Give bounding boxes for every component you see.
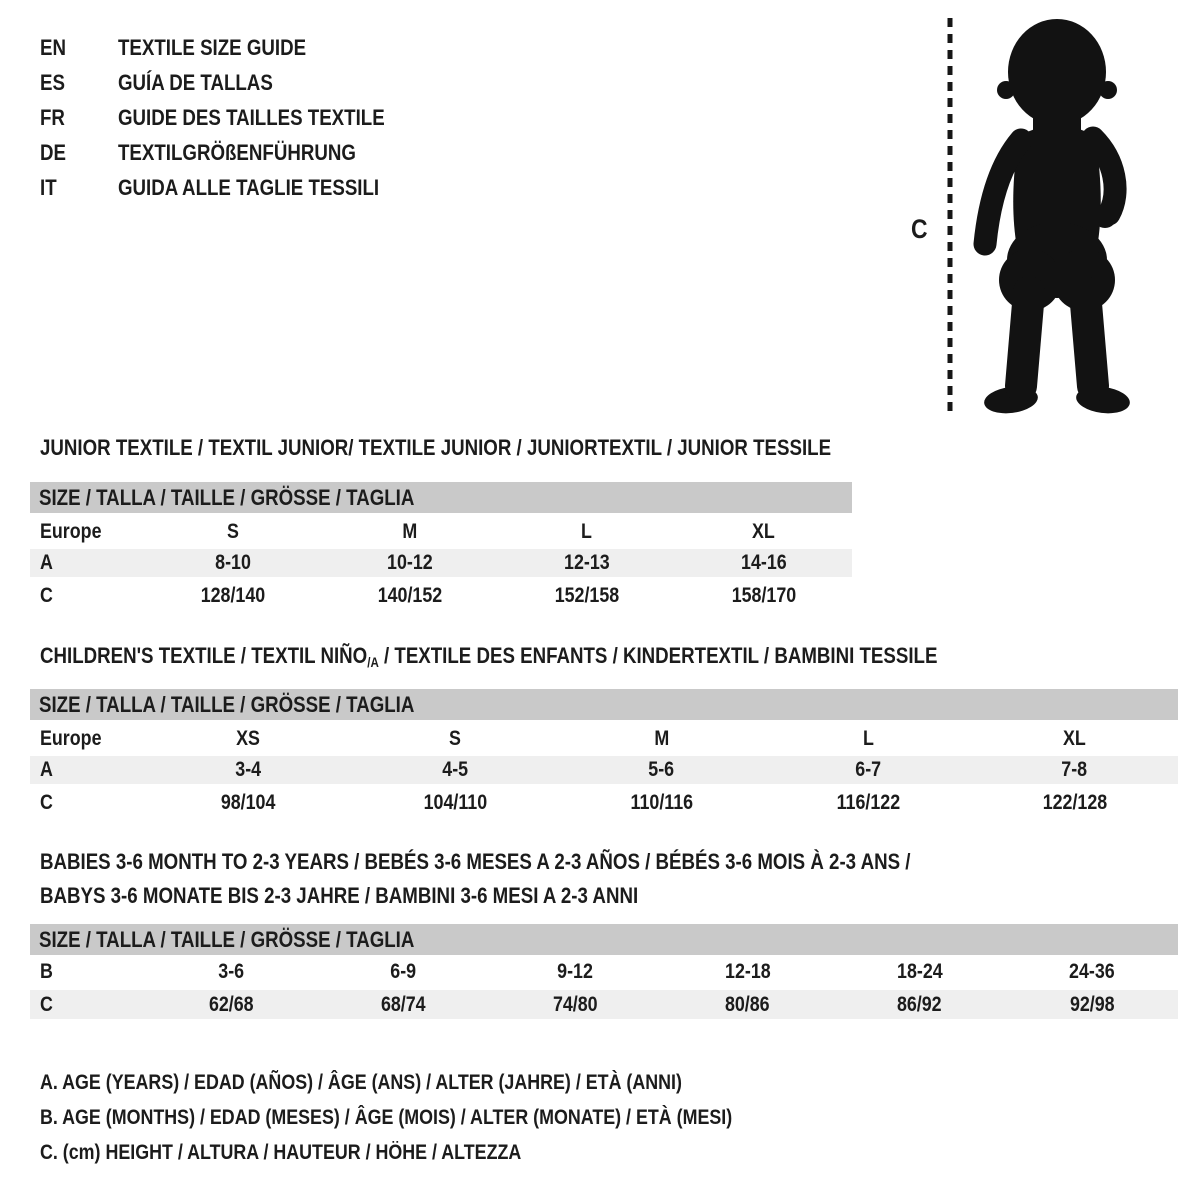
size-header-label: SIZE / TALLA / TAILLE / GRÖSSE / TAGLIA — [39, 926, 415, 952]
language-code: ES — [40, 69, 65, 95]
toddler-silhouette-icon — [968, 14, 1140, 419]
children-size-header-bar — [30, 689, 1178, 720]
size-header-label: SIZE / TALLA / TAILLE / GRÖSSE / TAGLIA — [39, 484, 415, 510]
junior-size-header-bar — [30, 482, 852, 513]
language-list — [40, 30, 432, 205]
language-title: GUIDA ALLE TAGLIE TESSILI — [118, 174, 380, 200]
value-cell: 3-4 — [235, 758, 262, 781]
children-header-row — [30, 724, 1178, 754]
value-cell: 104/110 — [423, 791, 487, 814]
babies-row-c — [30, 990, 1178, 1019]
children-section-title: CHILDREN'S TEXTILE / TEXTIL NIÑO/A / TEXTILE DES ENFANTS / KINDERTEXTIL / BAMBINI TESSILE — [40, 643, 938, 670]
value-cell: 7-8 — [1061, 758, 1088, 781]
language-item — [40, 30, 432, 65]
legend-line-c: C. (cm) HEIGHT / ALTURA / HAUTEUR / HÖHE / ALTEZZA — [40, 1141, 522, 1164]
height-dashed-line — [947, 18, 953, 418]
column-header-cell: M — [654, 727, 669, 750]
language-code: FR — [40, 104, 65, 130]
size-header-label: SIZE / TALLA / TAILLE / GRÖSSE / TAGLIA — [39, 691, 415, 717]
row-label-cell: C — [40, 791, 53, 814]
value-cell: 152/158 — [554, 584, 620, 607]
junior-section-title: JUNIOR TEXTILE / TEXTIL JUNIOR/ TEXTILE JUNIOR / JUNIORTEXTIL / JUNIOR TESSILE — [40, 435, 832, 460]
language-item — [40, 100, 432, 135]
value-cell: 68/74 — [380, 992, 426, 1016]
column-header-cell: XL — [1063, 727, 1087, 750]
language-title: GUIDE DES TAILLES TEXTILE — [118, 104, 385, 130]
language-code: IT — [40, 174, 57, 200]
value-cell: 6-9 — [390, 960, 417, 983]
babies-section-title-line2: BABYS 3-6 MONATE BIS 2-3 JAHRE / BAMBINI 3-6 MESI A 2-3 ANNI — [40, 883, 639, 908]
value-cell: 9-12 — [557, 960, 594, 983]
value-cell: 12-13 — [564, 551, 610, 574]
column-header-cell: S — [227, 520, 240, 543]
babies-size-header-bar — [30, 924, 1178, 955]
value-cell: 6-7 — [855, 758, 881, 781]
language-item — [40, 135, 432, 170]
value-cell: 12-18 — [724, 960, 771, 983]
legend-line-a: A. AGE (YEARS) / EDAD (AÑOS) / ÂGE (ANS) / ALTER (JAHRE) / ETÀ (ANNI) — [40, 1071, 682, 1094]
language-item — [40, 170, 432, 205]
children-row-a — [30, 756, 1178, 784]
value-cell: 10-12 — [387, 551, 433, 574]
value-cell: 14-16 — [740, 551, 787, 574]
value-cell: 80/86 — [725, 992, 770, 1016]
column-header-cell: XS — [236, 727, 261, 750]
value-cell: 86/92 — [897, 992, 943, 1016]
row-label-cell: C — [40, 584, 53, 607]
language-item — [40, 65, 432, 100]
value-cell: 18-24 — [896, 960, 943, 983]
value-cell: 62/68 — [208, 992, 254, 1016]
value-cell: 8-10 — [215, 551, 252, 574]
value-cell: 3-6 — [218, 960, 244, 983]
junior-header-row — [30, 517, 852, 547]
children-row-c — [30, 788, 1178, 818]
babies-section-title-line1: BABIES 3-6 MONTH TO 2-3 YEARS / BEBÉS 3-6 MESES A 2-3 AÑOS / BÉBÉS 3-6 MOIS À 2-3 ANS / — [40, 849, 911, 874]
language-title: TEXTILGRÖßENFÜHRUNG — [118, 139, 356, 165]
value-cell: 92/98 — [1069, 992, 1115, 1016]
value-cell: 140/152 — [377, 584, 443, 607]
value-cell: 122/128 — [1042, 791, 1107, 814]
value-cell: 74/80 — [553, 992, 598, 1016]
language-title: TEXTILE SIZE GUIDE — [118, 34, 307, 60]
column-header-cell: Europe — [40, 520, 102, 543]
column-header-cell: S — [448, 727, 461, 750]
column-header-cell: L — [581, 520, 593, 543]
language-code: EN — [40, 34, 66, 60]
column-header-cell: XL — [752, 520, 776, 543]
value-cell: 4-5 — [441, 758, 468, 781]
value-cell: 158/170 — [731, 584, 796, 607]
row-label-cell: A — [40, 758, 53, 781]
row-label-cell: A — [40, 551, 53, 574]
height-measure-label: C — [911, 214, 928, 244]
value-cell: 24-36 — [1069, 960, 1115, 983]
junior-row-c — [30, 581, 852, 611]
column-header-cell: M — [402, 520, 418, 543]
nino-a-subscript: /A — [367, 654, 379, 670]
value-cell: 110/116 — [630, 791, 693, 814]
junior-row-a — [30, 549, 852, 577]
column-header-cell: L — [862, 727, 874, 750]
legend-line-b: B. AGE (MONTHS) / EDAD (MESES) / ÂGE (MOIS) / ALTER (MONATE) / ETÀ (MESI) — [40, 1106, 733, 1129]
value-cell: 5-6 — [648, 758, 675, 781]
row-label-cell: C — [40, 992, 53, 1016]
language-title: GUÍA DE TALLAS — [118, 69, 273, 95]
value-cell: 98/104 — [220, 791, 276, 814]
height-figure — [905, 12, 1180, 422]
value-cell: 116/122 — [836, 791, 900, 814]
value-cell: 128/140 — [201, 584, 266, 607]
column-header-cell: Europe — [40, 727, 102, 750]
babies-row-b — [30, 957, 1178, 987]
language-code: DE — [40, 139, 66, 165]
row-label-cell: B — [40, 960, 53, 983]
